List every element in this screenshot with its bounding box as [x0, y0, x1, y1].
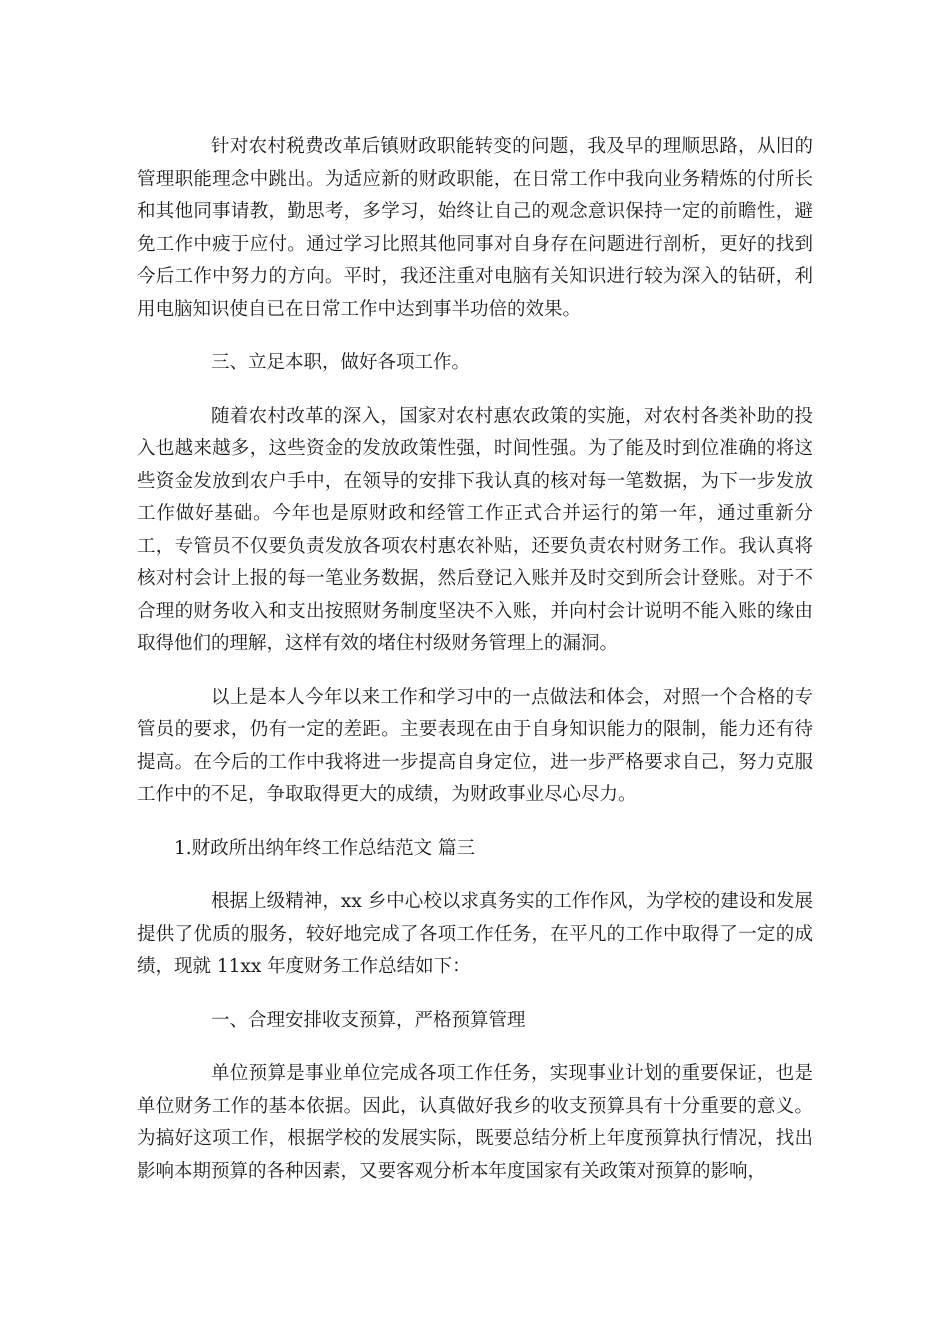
article-title: 1.财政所出纳年终工作总结范文 篇三: [174, 837, 476, 859]
section-heading-1: 一、合理安排收支预算，严格预算管理: [211, 1009, 526, 1031]
paragraph-2: 随着农村改革的深入，国家对农村惠农政策的实施，对农村各类补助的投入也越来越多，这些资金的发放政策性强，时间性强。为了能及时到位准确的将这些资金发放到农户手中，在领导的安排下我认真的核对每一笔数据，为下一步发放工作做好基础。今年也是原财政和经管工作正式合并运行的第一年，通过重新分工，专管员不仅要负责发放各项农村惠农补贴，还要负责农村财务工作。我认真将核对村会计上报的每一笔业务数据，然后登记入账并及时交到所会计登账。对于不合理的财务收入和支出按照财务制度坚决不入账，并向村会计说明不能入账的缘由取得他们的理解，这样有效的堵住村级财务管理上的漏洞。: [137, 405, 813, 654]
paragraph-1: 针对农村税费改革后镇财政职能转变的问题，我及早的理顺思路，从旧的管理职能理念中跳出。为适应新的财政职能，在日常工作中我向业务精炼的付所长和其他同事请教，勤思考，多学习，始终让自己的观念意识保持一定的前瞻性，避免工作中疲于应付。通过学习比照其他同事对自身存在问题进行剖析，更好的找到今后工作中努力的方向。平时，我还注重对电脑有关知识进行较为深入的钻研，利用电脑知识使自已在日常工作中达到事半功倍的效果。: [137, 136, 813, 320]
paragraph-4: 根据上级精神，xx 乡中心校以求真务实的工作作风，为学校的建设和发展提供了优质的服务，较好地完成了各项工作任务，在平凡的工作中取得了一定的成绩，现就 11xx 年度财务工作总结如下：: [137, 891, 813, 977]
paragraph-5: 单位预算是事业单位完成各项工作任务，实现事业计划的重要保证，也是单位财务工作的基本依据。因此，认真做好我乡的收支预算具有十分重要的意义。为搞好这项工作，根据学校的发展实际，既要总结分析上年度预算执行情况，找出影响本期预算的各种因素，又要客观分析本年度国家有关政策对预算的影响，: [137, 1063, 813, 1182]
document-body: [137, 131, 813, 1209]
paragraph-3: 以上是本人今年以来工作和学习中的一点做法和体会，对照一个合格的专管员的要求，仍有一定的差距。主要表现在由于自身知识能力的限制，能力还有待提高。在今后的工作中我将进一步提高自身定位，进一步严格要求自己，努力克服工作中的不足，争取取得更大的成绩，为财政事业尽心尽力。: [137, 686, 813, 805]
section-heading-3: 三、立足本职，做好各项工作。: [211, 352, 471, 373]
